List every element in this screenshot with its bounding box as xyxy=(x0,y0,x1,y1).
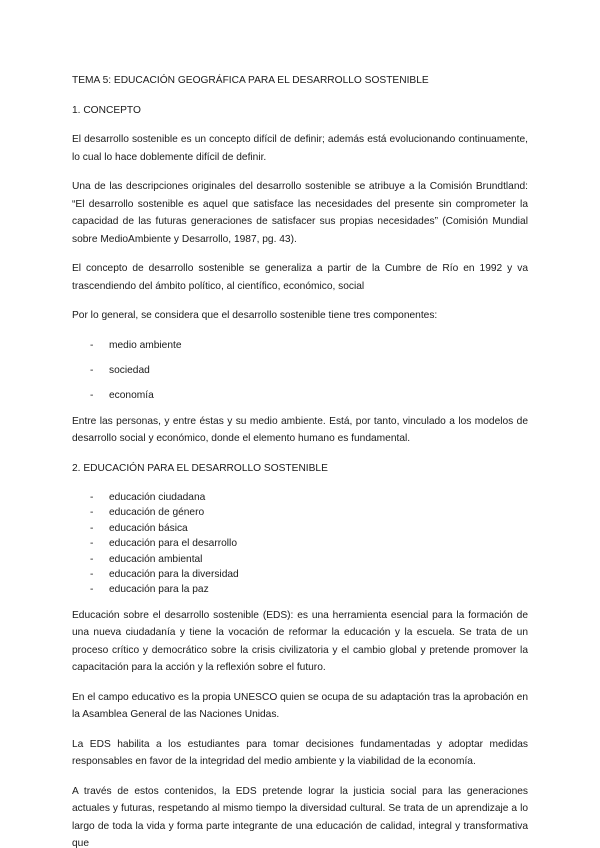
list-item xyxy=(72,581,528,596)
dash-bullet: - xyxy=(90,507,94,519)
list-item-label: medio ambiente xyxy=(109,339,182,351)
list-item-label: educación de género xyxy=(109,507,205,519)
dash-bullet: - xyxy=(90,389,94,401)
list-item-label: educación básica xyxy=(109,522,188,534)
paragraph: En el campo educativo es la propia UNESCO quien se ocupa de su adaptación tras la aprobación en la Asamblea General de las Naciones Unidas. xyxy=(72,691,528,721)
dash-bullet: - xyxy=(90,584,94,596)
dash-bullet: - xyxy=(90,492,94,503)
education-types-list xyxy=(72,489,528,597)
list-item-label: educación para la paz xyxy=(109,584,209,596)
section-heading-concepto: 1. CONCEPTO xyxy=(72,104,141,116)
list-item xyxy=(72,535,528,550)
document-title: TEMA 5: EDUCACIÓN GEOGRÁFICA PARA EL DESARROLLO SOSTENIBLE xyxy=(72,75,429,86)
paragraph: El desarrollo sostenible es un concepto difícil de definir; además está evolucionando continuamente, lo cual lo hace doblemente difícil de definir. xyxy=(72,134,528,163)
paragraph: El concepto de desarrollo sostenible se generaliza a partir de la Cumbre de Río en 1992 y va trascendiendo del ámbito político, al científico, económico, social xyxy=(72,263,528,292)
dash-bullet: - xyxy=(90,568,94,580)
dash-bullet: - xyxy=(90,538,94,550)
list-item xyxy=(72,362,528,378)
paragraph: Educación sobre el desarrollo sostenible (EDS): es una herramienta esencial para la formación de una nueva ciudadanía y tiene la vocación de reformar la educación y la escuela. Se trata de un proceso crítico y democrático sobre la crisis civilizatoria y el cambio global y pretende promover la capacitación para la acción y la reflexión sobre el futuro. xyxy=(72,609,528,674)
paragraph: A través de estos contenidos, la EDS pretende lograr la justicia social para las generaciones actuales y futuras, respetando al mismo tiempo la diversidad cultural. Se trata de un aprendizaje a lo largo de toda la vida y forma parte integrante de una educación de calidad, integral y transformativa que xyxy=(72,785,528,848)
list-item xyxy=(72,489,528,504)
section-heading-educacion: 2. EDUCACIÓN PARA EL DESARROLLO SOSTENIBLE xyxy=(72,462,328,474)
list-item-label: educación para el desarrollo xyxy=(109,538,237,550)
dash-bullet: - xyxy=(90,522,94,534)
list-item xyxy=(72,520,528,535)
list-item-label: educación ciudadana xyxy=(109,492,206,503)
dash-bullet: - xyxy=(90,364,94,376)
list-item-label: economía xyxy=(109,389,154,401)
paragraph: Por lo general, se considera que el desarrollo sostenible tiene tres componentes: xyxy=(72,310,438,321)
dash-bullet: - xyxy=(90,553,94,565)
list-item xyxy=(72,504,528,519)
document-body xyxy=(72,72,528,848)
list-item xyxy=(72,566,528,581)
paragraph: Entre las personas, y entre éstas y su medio ambiente. Está, por tanto, vinculado a los modelos de desarrollo social y económico, donde el elemento humano es fundamental. xyxy=(72,415,528,444)
list-item xyxy=(72,387,528,403)
paragraph: Una de las descripciones originales del desarrollo sostenible se atribuye a la Comisión Brundtland: “El desarrollo sostenible es aquel que satisface las necesidades del presente sin comprometer la capacidad de las futuras generaciones de satisfacer sus propias necesidades” (Comisión Mundial sobre MedioAmbiente y Desarrollo, 1987, pg. 43). xyxy=(72,181,528,245)
list-item xyxy=(72,551,528,566)
components-list xyxy=(72,337,528,403)
list-item-label: sociedad xyxy=(109,364,150,376)
list-item xyxy=(72,337,528,353)
dash-bullet: - xyxy=(90,339,94,351)
list-item-label: educación para la diversidad xyxy=(109,568,239,580)
paragraph: La EDS habilita a los estudiantes para tomar decisiones fundamentadas y adoptar medidas responsables en favor de la integridad del medio ambiente y la viabilidad de la economía. xyxy=(72,738,528,768)
list-item-label: educación ambiental xyxy=(109,553,203,565)
